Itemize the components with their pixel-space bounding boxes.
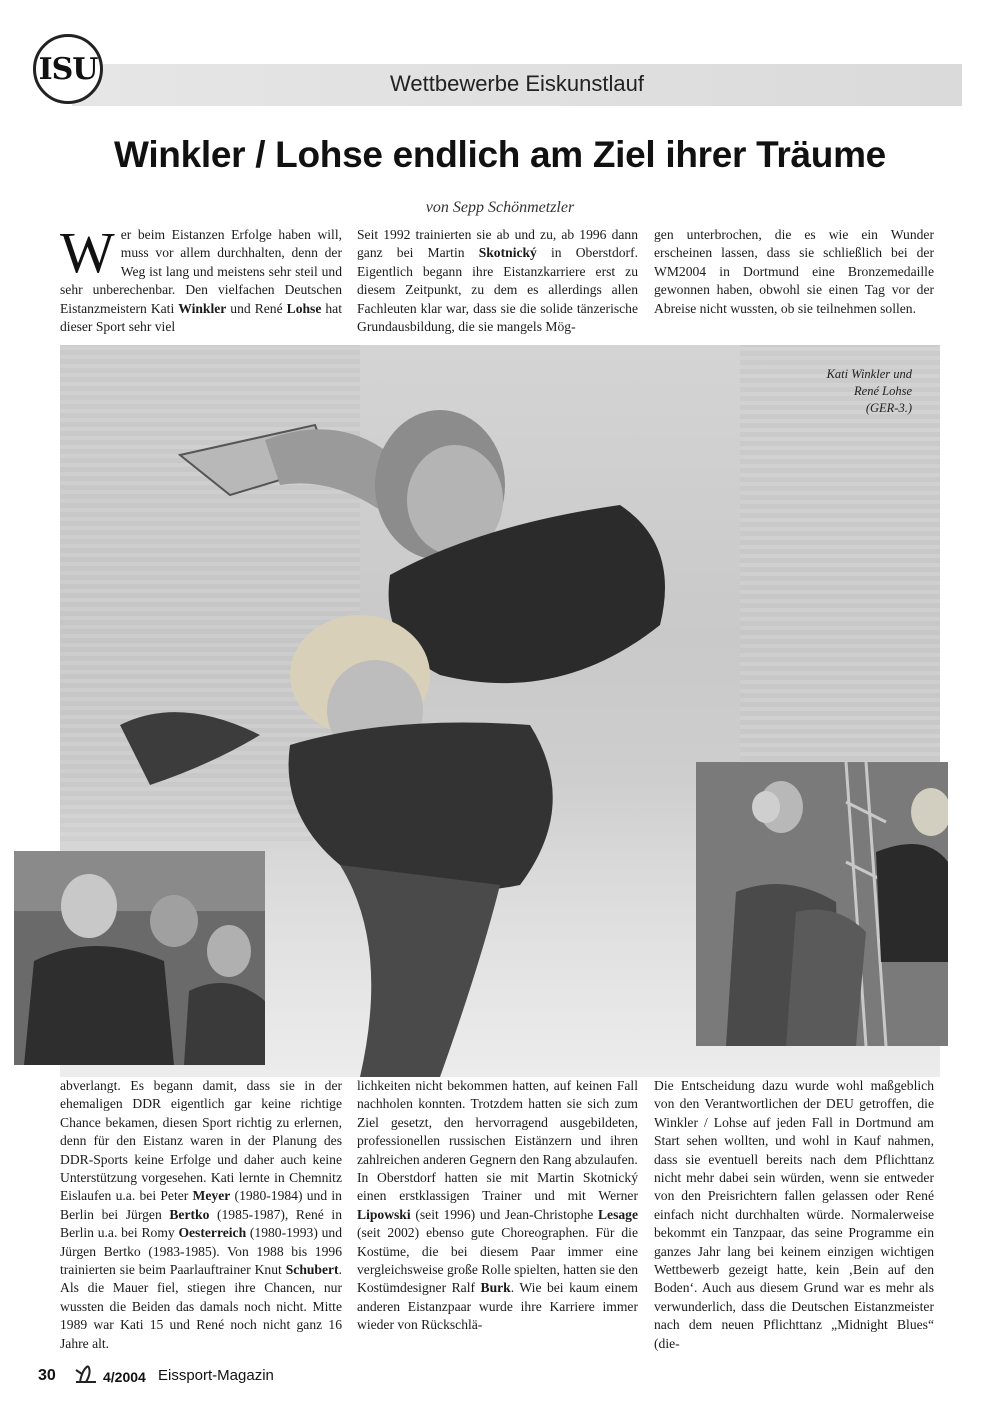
- bottom-column-2-paragraph-1: [357, 1077, 638, 1169]
- text-run: hat dieser Sport sehr viel: [60, 300, 342, 335]
- bold-name: Lesage: [597, 1206, 638, 1222]
- inset-photo-right-embrace: [696, 762, 948, 1046]
- bold-name: Skotnický: [478, 245, 537, 261]
- text-run: in Oberstdorf. Eigentlich begann ihre Eistanzkarriere erst zu diesem Zeitpunkt, zu dem es allerdings allen Fachleuten klar war, dass sie die solide tänzerische Grundausbildung, die sie mangels Mög-: [357, 245, 638, 335]
- article-headline: Winkler / Lohse endlich am Ziel ihrer Träume: [114, 134, 886, 175]
- bottom-column-1-text: [60, 1078, 342, 1351]
- text-run: (1980-1993) und Jürgen Bertko (1983-1985). Von 1988 bis 1996 trainierten sie beim Paarlauftrainer Knut: [60, 1225, 342, 1278]
- text-run: . Wie bei kaum einem anderen Eistanzpaar wurde ihre Karriere immer wieder von Rückschlä-: [357, 1280, 638, 1333]
- bold-name: Burk: [480, 1280, 511, 1296]
- top-column-2: [357, 226, 638, 336]
- inset-left-illustration: [14, 851, 265, 1065]
- text-run: und René: [226, 300, 287, 316]
- text-run: Seit 1992 trainierten sie ab und zu, ab 1996 dann ganz bei Martin: [357, 227, 638, 261]
- photo-caption-line: René Lohse: [854, 384, 912, 398]
- top-column-3-text: [654, 227, 934, 316]
- section-rubric-label: Wettbewerbe Eiskunstlauf: [390, 71, 644, 96]
- bold-name: Meyer: [192, 1188, 231, 1204]
- text-run: Die Entscheidung dazu wurde wohl maßgeblich von den Verantwortlichen der DEU getroffen, die Winkler / Lohse auf jeden Fall in Dortmund am Start sehen wollten, und wohl in Kauf nahmen, dass sie eventuell bereits nach dem Pflichttanz nicht mehr dabei sein würden, wenn sie entweder von den Preisrichtern fallen gelassen oder René einfach nicht durchhalten würde. Normalerweise bekommt ein Tanzpaar, das seine Programme ein ganzes Jahr lang bei keinem einzigen wichtigen Wettbewerb gezeigt hatte, kein ‚Bein auf den Boden‘. Auch aus diesem Grund war es mehr als verwunderlich, dass die Deutschen Eistanzmeister nach dem neuen Pflichttanz „Midnight Blues“ (die-: [654, 1078, 934, 1351]
- text-run: (1985-1987), René in Berlin u.a. bei Romy: [60, 1206, 342, 1241]
- bottom-column-2: [357, 1077, 638, 1335]
- inset-right-illustration: [696, 762, 948, 1046]
- magazine-name: Eissport-Magazin: [158, 1367, 274, 1384]
- photo-caption-line: (GER-3.): [865, 401, 912, 415]
- female-costume-shape: [289, 723, 553, 892]
- section-rubric-bar: [72, 64, 962, 106]
- text-run: . Als die Mauer fiel, stiegen ihre Chancen, nur wussten die Beiden das damals noch nicht. Mitte 1989 war Kati 15 und René noch nicht ganz 16 Jahre alt.: [60, 1262, 342, 1351]
- bottom-column-1: [60, 1077, 342, 1353]
- text-run: (1980-1984) und in Berlin bei Jürgen: [60, 1188, 342, 1222]
- skater-logo-icon: [72, 1362, 100, 1386]
- photo-caption: [772, 366, 912, 417]
- text-run: er beim Eistanzen Erfolge haben will, muss vor allem durchhalten, denn der Weg ist lang und meistens sehr steil und sehr unberechenbar. Den vielfachen Deutschen Eistanzmeistern Kati: [60, 227, 342, 316]
- issue-number: 4/2004: [103, 1369, 146, 1385]
- bold-name: Oesterreich: [178, 1225, 247, 1241]
- bold-name: Schubert: [285, 1262, 339, 1278]
- bold-name: Lohse: [286, 300, 322, 316]
- bottom-column-3-text: [654, 1078, 934, 1351]
- bottom-column-2-paragraph-2: [357, 1169, 638, 1335]
- top-column-3: [654, 226, 934, 318]
- male-legs-shape: [340, 865, 500, 1077]
- isu-logo: [33, 34, 103, 104]
- bold-name: Lipowski: [357, 1206, 411, 1222]
- text-run: (seit 1996) und Jean-Christophe: [410, 1206, 598, 1222]
- drop-cap: W: [60, 220, 115, 285]
- costume-flame-shape: [120, 712, 260, 785]
- text-run: (seit 2002) ebenso gute Choreographen. Für die Kostüme, die bei diesem Paar immer eine vergleichsweise große Rolle spielten, hatten sie den Kostümdesigner Ralf: [357, 1225, 638, 1296]
- bottom-column-3: [654, 1077, 934, 1353]
- bold-name: Bertko: [169, 1206, 210, 1222]
- article-byline: von Sepp Schönmetzler: [425, 199, 575, 216]
- text-run: In Oberstdorf hatten sie mit Martin Skotnický einen erstklassigen Trainer und mit Werner: [357, 1170, 638, 1204]
- text-run: lichkeiten nicht bekommen hatten, auf keinen Fall nachholen konnten. Trotzdem hatten sie sich zum Ziel gesetzt, den hervorragend ausgebildeten, professionellen russischen Eistänzern und ihren zahlreichen anderen Gegnern den Rang abzulaufen.: [357, 1078, 638, 1167]
- text-run: gen unterbrochen, die es wie ein Wunder erscheinen lassen, dass sie schließlich bei der WM2004 in Dortmund eine Bronzemedaille gewonnen haben, obwohl sie einen Tag vor der Abreise nicht wussten, ob sie teilnehmen sollen.: [654, 227, 934, 316]
- inset-photo-left-embrace: [14, 851, 265, 1065]
- text-run: abverlangt. Es begann damit, dass sie in der ehemaligen DDR eigentlich gar keine richtige Chance bekamen, diesen Sport richtig zu erlernen, denn für den Eistanz waren in der Planung des DDR-Sports keine Erfolge und daher auch keine Unterstützung vorgesehen. Kati lernte in Chemnitz Eislaufen u.a. bei Peter: [60, 1078, 342, 1204]
- page-number: 30: [38, 1367, 56, 1384]
- photo-caption-line: Kati Winkler und: [826, 367, 912, 381]
- isu-logo-text: ISU: [38, 52, 98, 87]
- top-column-1: [60, 220, 342, 336]
- top-column-2-text: [357, 227, 638, 334]
- bold-name: Winkler: [178, 300, 227, 316]
